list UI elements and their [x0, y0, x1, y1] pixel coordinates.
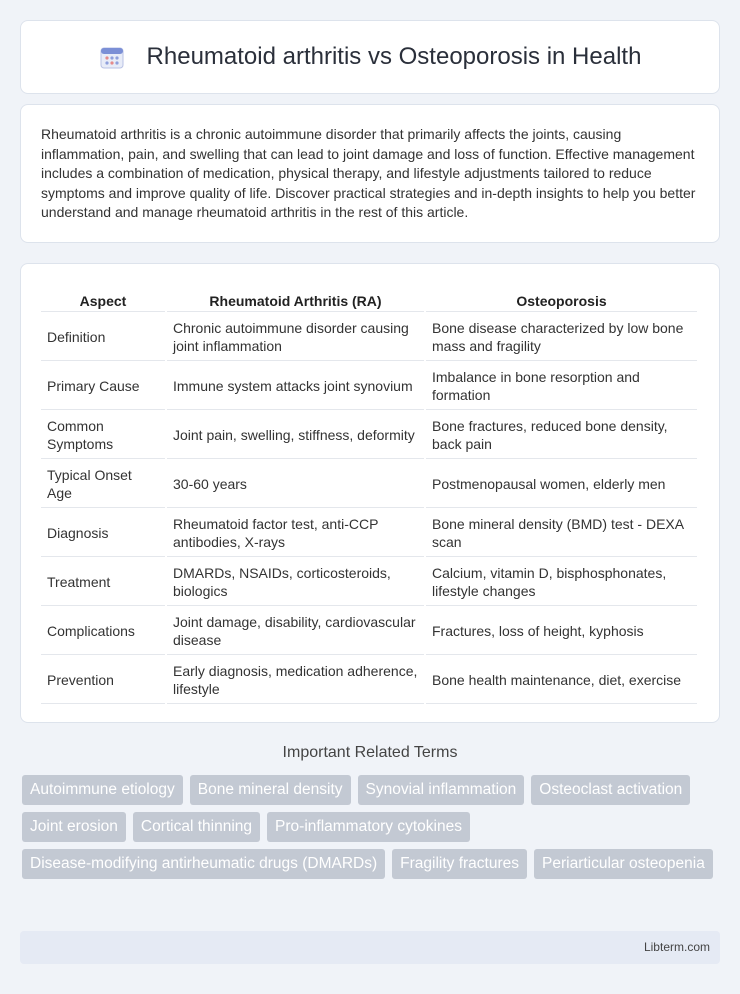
term-tag[interactable]: Osteoclast activation [531, 775, 690, 805]
table-row [41, 510, 697, 557]
table-cell: Bone fractures, reduced bone density, back pain [426, 412, 697, 459]
table-cell: Bone health maintenance, diet, exercise [426, 657, 697, 704]
table-row [41, 412, 697, 459]
table-row [41, 363, 697, 410]
table-cell: Primary Cause [41, 363, 165, 410]
table-cell: Typical Onset Age [41, 461, 165, 508]
table-row [41, 314, 697, 361]
page-title: Rheumatoid arthritis vs Osteoporosis in Health [146, 43, 642, 70]
table-cell: Immune system attacks joint synovium [167, 363, 424, 410]
comparison-table-card [20, 263, 720, 723]
column-header: Osteoporosis [426, 286, 697, 312]
term-tag[interactable]: Bone mineral density [190, 775, 351, 805]
term-tag[interactable]: Synovial inflammation [358, 775, 525, 805]
table-cell: Common Symptoms [41, 412, 165, 459]
term-tag[interactable]: Fragility fractures [392, 849, 527, 879]
intro-card [20, 104, 720, 243]
term-tag[interactable]: Joint erosion [22, 812, 126, 842]
table-cell: Prevention [41, 657, 165, 704]
calendar-icon [99, 44, 125, 70]
table-cell: Bone mineral density (BMD) test - DEXA scan [426, 510, 697, 557]
table-row [41, 559, 697, 606]
header-card [20, 20, 720, 94]
table-cell: Joint damage, disability, cardiovascular disease [167, 608, 424, 655]
term-tag[interactable]: Periarticular osteopenia [534, 849, 713, 879]
term-tag[interactable]: Pro-inflammatory cytokines [267, 812, 470, 842]
intro-text: Rheumatoid arthritis is a chronic autoimmune disorder that primarily affects the joints, causing inflammation, pain, and swelling that can lead to joint damage and loss of function. Effective management includes a combination of medication, physical therapy, and lifestyle adjustments tailored to reduce symptoms and improve quality of life. Discover practical strategies and in-depth insights to help you better understand and manage rheumatoid arthritis in the rest of this article. [41, 126, 696, 220]
table-cell: Chronic autoimmune disorder causing joint inflammation [167, 314, 424, 361]
column-header: Aspect [41, 286, 165, 312]
table-cell: Treatment [41, 559, 165, 606]
table-cell: 30-60 years [167, 461, 424, 508]
table-cell: Rheumatoid factor test, anti-CCP antibodies, X-rays [167, 510, 424, 557]
footer-site-link[interactable]: Libterm.com [643, 940, 710, 954]
term-tag[interactable]: Disease-modifying antirheumatic drugs (DMARDs) [22, 849, 385, 879]
table-cell: Imbalance in bone resorption and formation [426, 363, 697, 410]
table-header-row [41, 286, 697, 312]
table-cell: Definition [41, 314, 165, 361]
table-cell: Calcium, vitamin D, bisphosphonates, lifestyle changes [426, 559, 697, 606]
table-cell: Diagnosis [41, 510, 165, 557]
table-cell: Joint pain, swelling, stiffness, deformity [167, 412, 424, 459]
table-row [41, 461, 697, 508]
table-cell: Fractures, loss of height, kyphosis [426, 608, 697, 655]
table-cell: Bone disease characterized by low bone mass and fragility [426, 314, 697, 361]
term-tag[interactable]: Cortical thinning [133, 812, 260, 842]
table-cell: Complications [41, 608, 165, 655]
table-cell: Early diagnosis, medication adherence, lifestyle [167, 657, 424, 704]
column-header: Rheumatoid Arthritis (RA) [167, 286, 424, 312]
term-tag[interactable]: Autoimmune etiology [22, 775, 183, 805]
table-row [41, 657, 697, 704]
related-terms-title: Important Related Terms [282, 744, 458, 761]
comparison-table [39, 284, 699, 706]
footer [20, 931, 720, 964]
table-cell: Postmenopausal women, elderly men [426, 461, 697, 508]
table-cell: DMARDs, NSAIDs, corticosteroids, biologics [167, 559, 424, 606]
table-row [41, 608, 697, 655]
related-terms-list [22, 775, 722, 886]
